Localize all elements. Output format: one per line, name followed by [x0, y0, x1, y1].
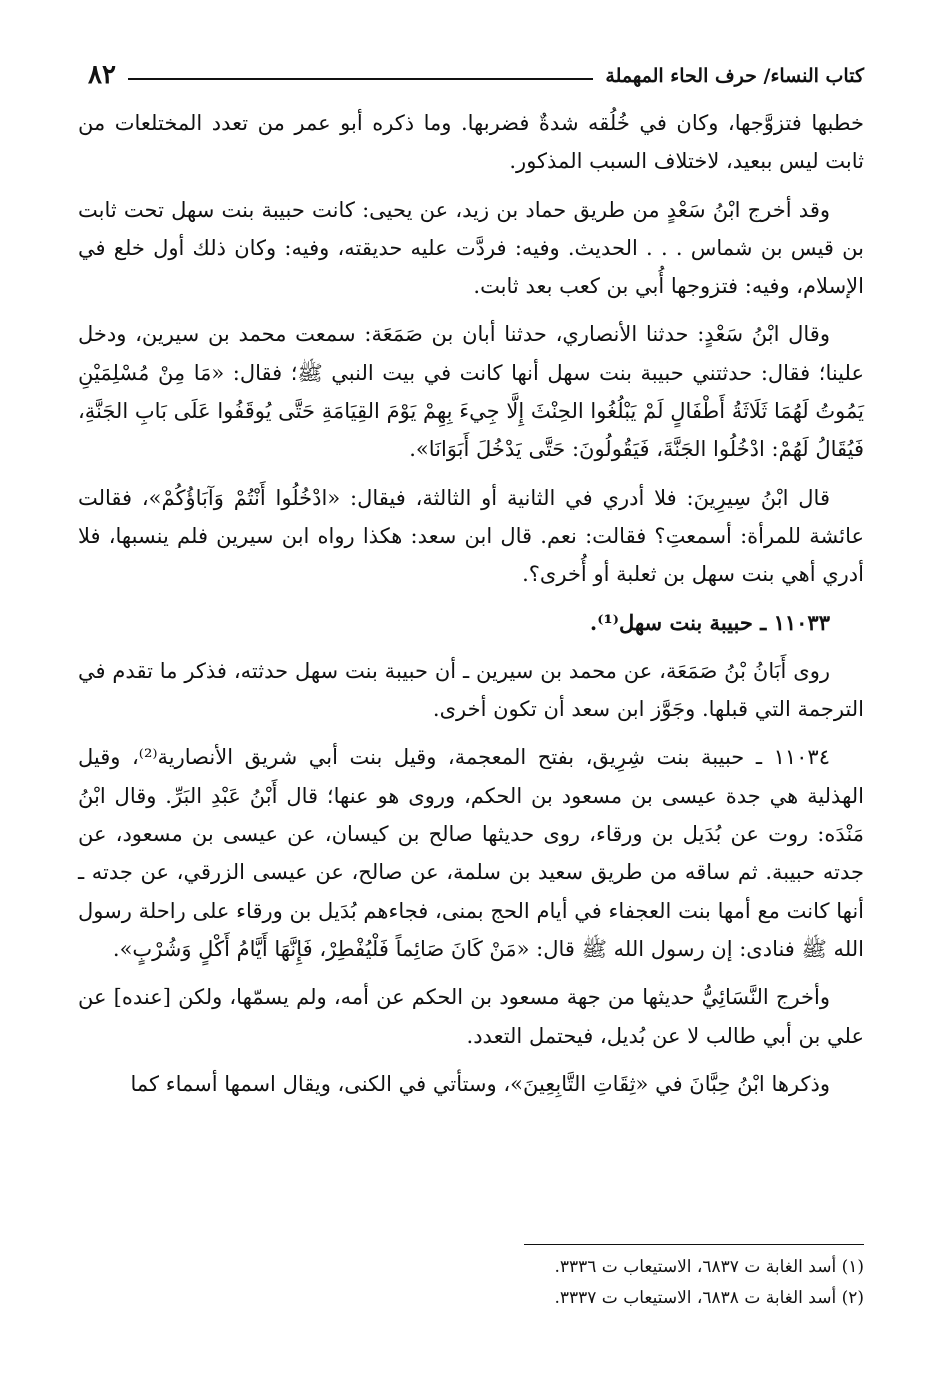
- entry-paragraph: ١١٠٣٤ ـ حبيبة بنت شِرِيق، بفتح المعجمة، وقيل بنت أبي شريق الأنصارية⁽²⁾، وقيل الهذلية هي جدة عيسى بن مسعود بن الحكم، وروى هو عنها؛ قال أَبْنُ عَبْدِ البَرِّ. وقال ابْنُ مَنْدَه: روت عن بُدَيل بن ورقاء، روى حديثها صالح بن كيسان، عن عيسى بن مسعود، عن جدته حبيبة. ثم ساقه من طريق سعيد بن سلمة، عن صالح، عن عيسى الزرقي، عن جدته ـ أنها كانت مع أمها بنت العجفاء في أيام الحج بمنى، فجاءهم بُدَيل بن ورقاء على راحلة رسول الله ﷺ فنادى: إن رسول الله ﷺ قال: «مَنْ كَانَ صَائِماً فَلْيُفْطِرْ، فَإِنَّهَا أَيَّامُ أَكْلٍ وَشُرْبٍ».: [78, 745, 864, 961]
- page-header: [74, 42, 864, 88]
- paragraph: وذكرها ابْنُ حِبَّانَ في «ثِقَاتِ التَّابِعِينَ»، وستأتي في الكنى، ويقال اسمها أسماء كما: [130, 1071, 830, 1096]
- footnote-divider: [524, 1244, 864, 1245]
- page-number: ٨٢: [88, 60, 116, 90]
- paragraph: وأخرج النَّسَائِيُّ حديثها من جهة مسعود بن الحكم عن أمه، ولم يسمّها، ولكن [عنده] عن علي بن أبي طالب لا عن بُديل، فيحتمل التعدد.: [78, 985, 864, 1048]
- footnotes: [78, 1252, 864, 1314]
- paragraph: وقد أخرج ابْنُ سَعْدٍ من طريق حماد بن زيد، عن يحيى: كانت حبيبة بنت سهل تحت ثابت بن قيس بن شماس . . . الحديث. وفيه: فردَّت عليه حديقته، وفيه: وكان ذلك أول خلع في الإسلام، وفيه: فتزوجها أُبي بن كعب بعد ثابت.: [78, 197, 864, 299]
- entry-heading: ١١٠٣٣ ـ حبيبة بنت سهل⁽¹⁾.: [589, 609, 830, 635]
- running-title: كتاب النساء/ حرف الحاء المهملة: [605, 65, 864, 88]
- header-rule: [128, 78, 593, 80]
- paragraph: وقال ابْنُ سَعْدٍ: حدثنا الأنصاري، حدثنا أبان بن صَمَعَة: سمعت محمد بن سيرين، ودخل علينا؛ فقال: حدثتني حبيبة بنت سهل أنها كانت في بيت النبي ﷺ؛ فقال: «مَا مِنْ مُسْلِمَيْنِ يَمُوتُ لَهُمَا ثَلَاثَةُ أَطْفَالٍ لَمْ يَبْلُغُوا الحِنْثَ إِلَّا جِيءَ بِهِمْ يَوْمَ القِيَامَةِ حَتَّى يُوقَفُوا عَلَى بَابِ الجَنَّةِ، فَيُقَالُ لَهُمْ: ادْخُلُوا الجَنَّةَ، فَيَقُولُونَ: حَتَّى يَدْخُلَ أَبَوَانَا».: [78, 322, 864, 462]
- page-body: [78, 104, 864, 1113]
- paragraph: روى أَبَانُ بْنُ صَمَعَة، عن محمد بن سيرين ـ أن حبيبة بنت سهل حدثته، فذكر ما تقدم في الترجمة التي قبلها. وجَوَّز ابن سعد أن تكون أخرى.: [78, 658, 864, 722]
- footnote: (١) أسد الغابة ت ٦٨٣٧، الاستيعاب ت ٣٣٣٦.: [554, 1257, 864, 1277]
- paragraph: خطبها فتزوَّجها، وكان في خُلُقه شدةٌ فضربها. وما ذكره أبو عمر من تعدد المختلعات من ثابت ليس ببعيد، لاختلاف السبب المذكور.: [78, 111, 864, 174]
- paragraph: قال ابْنُ سِيرِينَ: فلا أدري في الثانية أو الثالثة، فيقال: «ادْخُلُوا أَنْتُمْ وَآبَاؤُكُمْ»، فقالت عائشة للمرأة: أسمعتِ؟ فقالت: نعم. قال ابن سعد: هكذا رواه ابن سيرين فلم ينسبها، فلا أدري أهي بنت سهل بن ثعلبة أو أُخرى؟.: [78, 485, 864, 587]
- footnote: (٢) أسد الغابة ت ٦٨٣٨، الاستيعاب ت ٣٣٣٧.: [554, 1288, 864, 1308]
